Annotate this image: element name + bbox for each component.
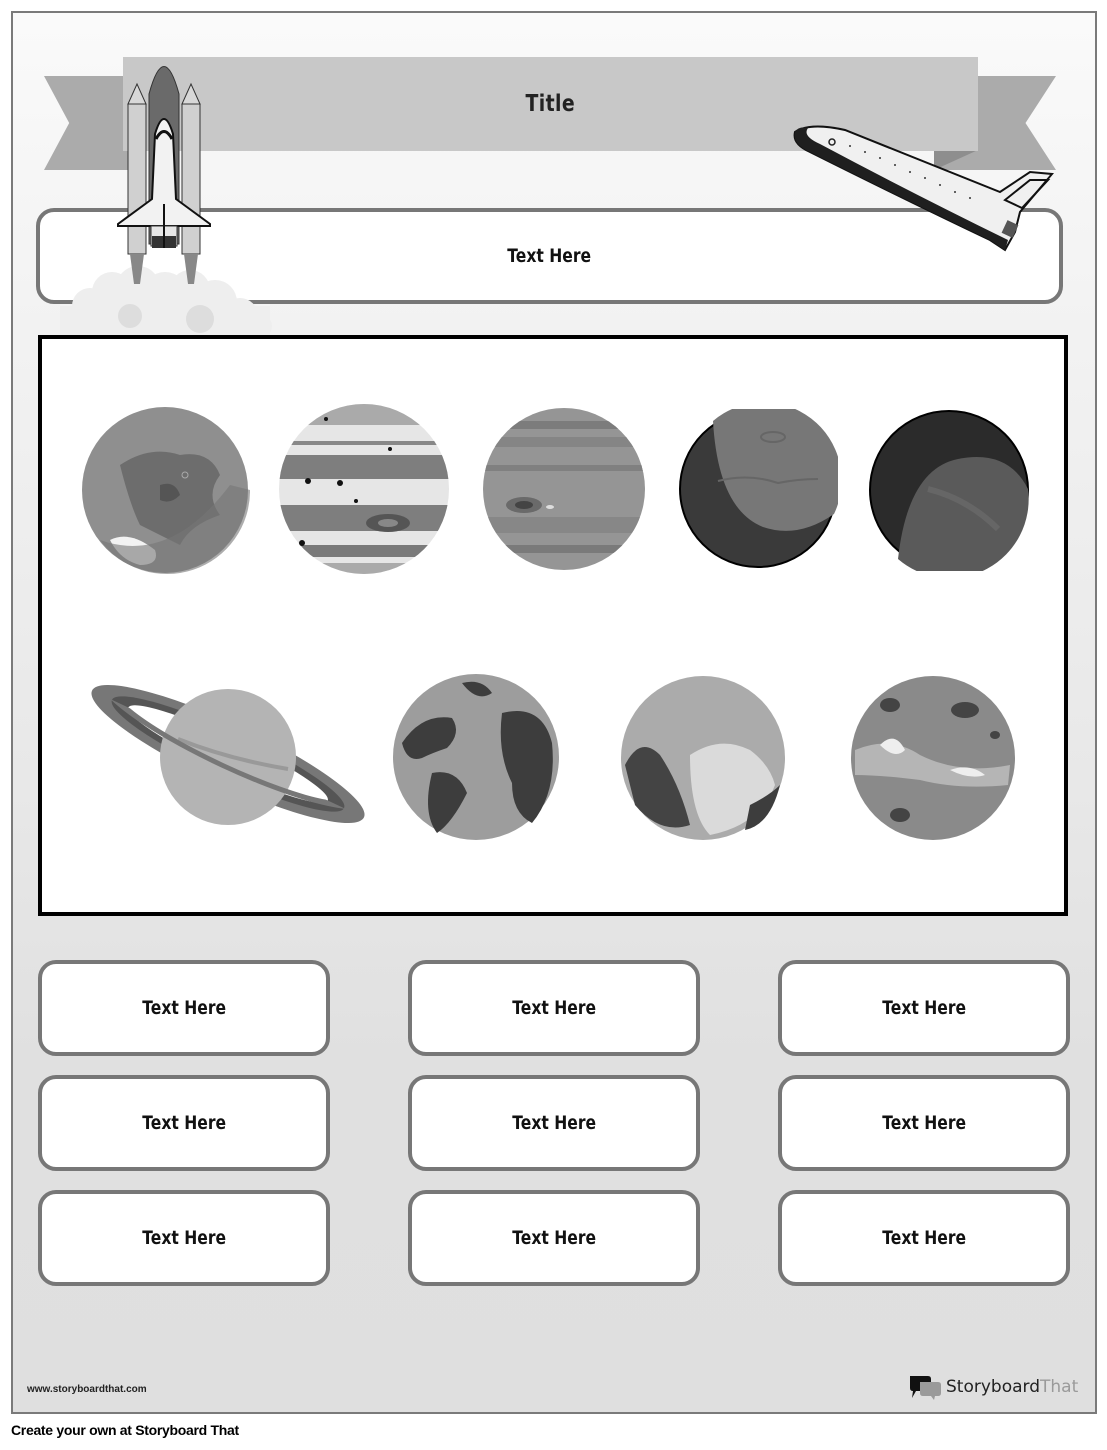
label-box-5[interactable] xyxy=(408,1075,700,1171)
label-text: Text Here xyxy=(142,1227,226,1249)
page-title: Title xyxy=(525,91,576,117)
subtitle-text: Text Here xyxy=(507,245,592,267)
planet-neptune-icon[interactable] xyxy=(482,407,646,571)
label-text: Text Here xyxy=(512,1227,596,1249)
space-shuttle-icon xyxy=(790,122,1060,262)
label-box-2[interactable] xyxy=(408,960,700,1056)
label-box-3[interactable] xyxy=(778,960,1070,1056)
speech-bubbles-icon xyxy=(908,1374,942,1400)
planet-mars-icon[interactable] xyxy=(80,405,250,575)
planet-io-icon[interactable] xyxy=(850,675,1016,841)
label-box-6[interactable] xyxy=(778,1075,1070,1171)
label-text: Text Here xyxy=(142,997,226,1019)
label-text: Text Here xyxy=(512,997,596,1019)
label-text: Text Here xyxy=(882,997,966,1019)
planet-venus-icon[interactable] xyxy=(678,409,838,569)
label-text: Text Here xyxy=(512,1112,596,1134)
label-text: Text Here xyxy=(142,1112,226,1134)
label-text: Text Here xyxy=(882,1112,966,1134)
planets-frame xyxy=(38,335,1068,916)
rocket-launch-icon xyxy=(50,44,280,336)
label-box-4[interactable] xyxy=(38,1075,330,1171)
footer-url[interactable]: www.storyboardthat.com xyxy=(27,1384,147,1395)
brand-name-part2: That xyxy=(1040,1377,1079,1397)
label-box-1[interactable] xyxy=(38,960,330,1056)
planet-dark-icon[interactable] xyxy=(868,409,1030,571)
planet-jupiter-icon[interactable] xyxy=(278,403,450,575)
label-text: Text Here xyxy=(882,1227,966,1249)
brand-name-part1: Storyboard xyxy=(946,1377,1040,1397)
storyboardthat-logo[interactable] xyxy=(908,1374,1078,1400)
create-your-own-link[interactable]: Create your own at Storyboard That xyxy=(11,1422,239,1438)
planet-pluto-icon[interactable] xyxy=(620,675,786,841)
planet-saturn-icon[interactable] xyxy=(78,679,378,834)
label-box-8[interactable] xyxy=(408,1190,700,1286)
label-box-9[interactable] xyxy=(778,1190,1070,1286)
planet-earth-icon[interactable] xyxy=(392,673,560,841)
label-box-7[interactable] xyxy=(38,1190,330,1286)
